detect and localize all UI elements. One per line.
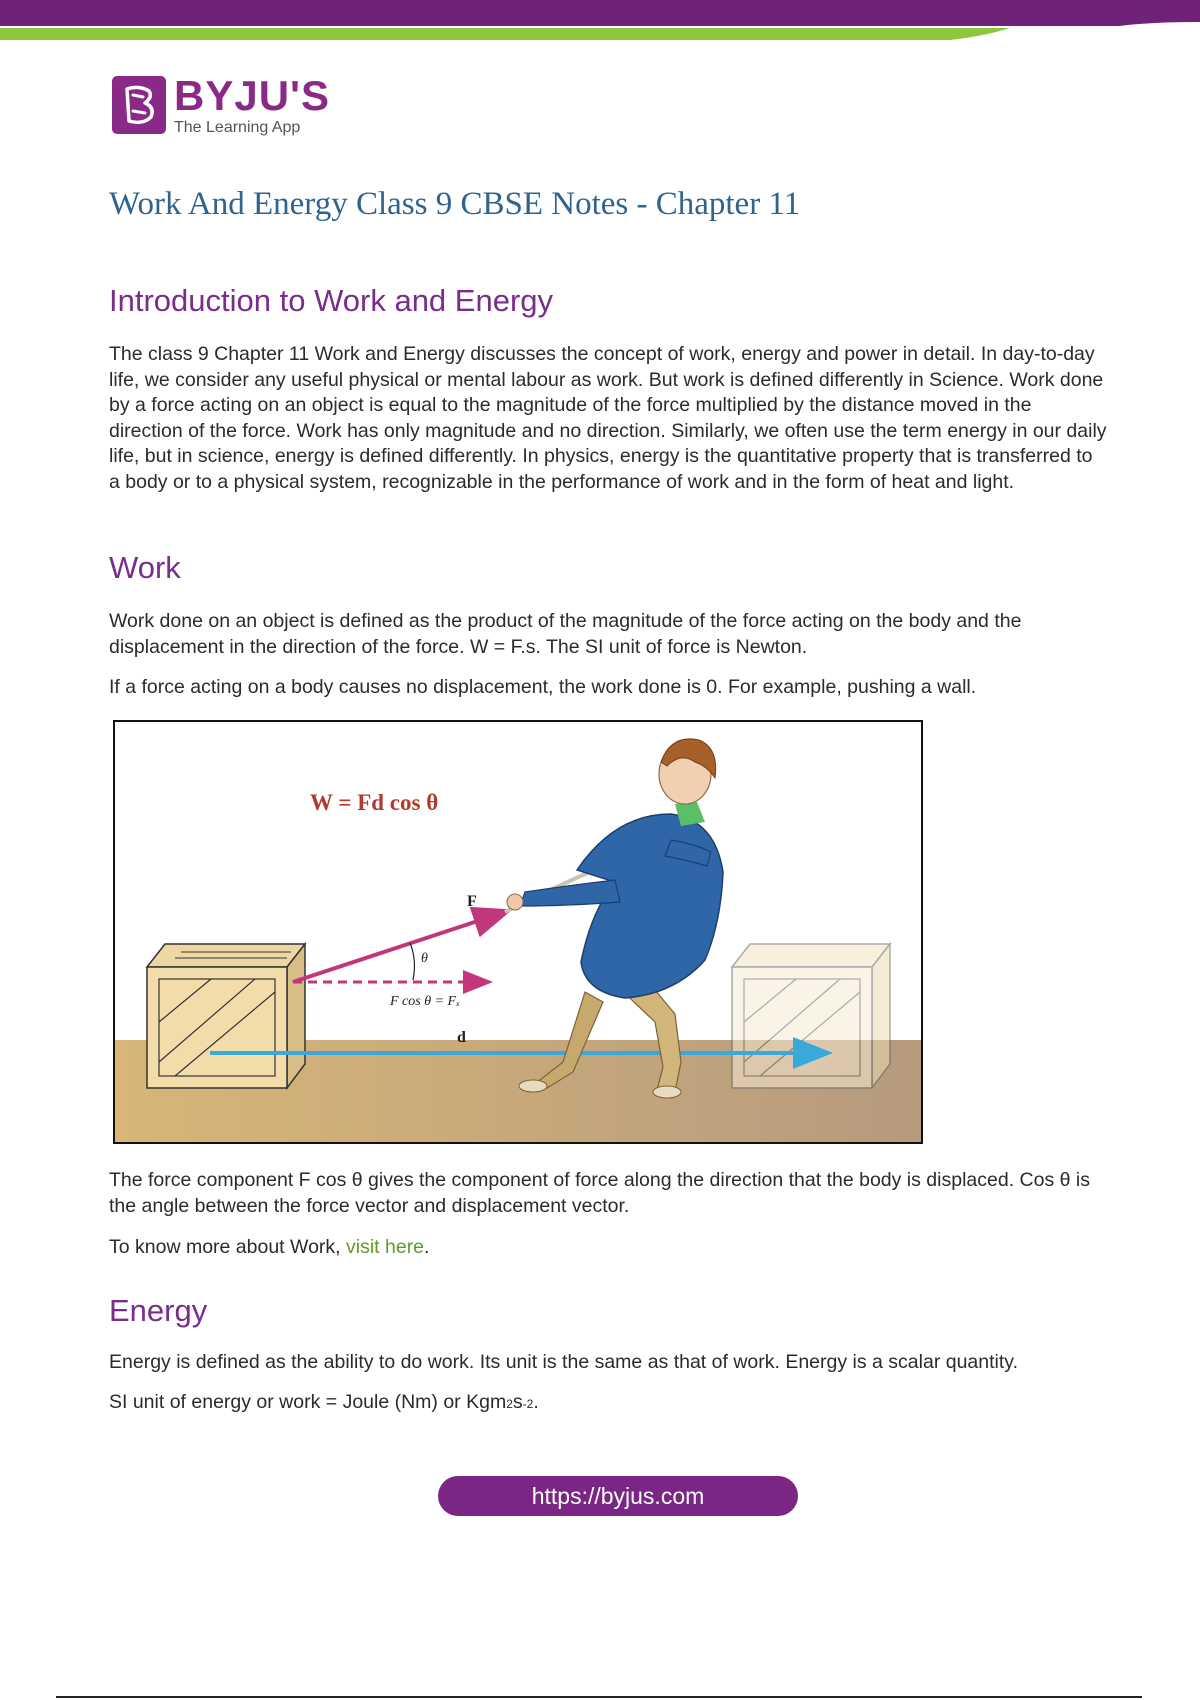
- bottom-divider: [56, 1696, 1142, 1698]
- crate-left: [147, 944, 305, 1088]
- force-vector: [293, 912, 505, 982]
- si-unit-prefix: SI unit of energy or work = Joule (Nm) or Kgm: [109, 1391, 507, 1413]
- document-title: Work And Energy Class 9 CBSE Notes - Chapter 11: [109, 186, 801, 222]
- angle-label: θ: [421, 951, 428, 966]
- work-more-prefix: To know more about Work,: [109, 1236, 346, 1258]
- energy-paragraph-2: [109, 1390, 1107, 1418]
- footer-url-link[interactable]: https://byjus.com: [438, 1476, 798, 1516]
- visit-here-link[interactable]: visit here: [346, 1236, 425, 1258]
- header-band: [0, 0, 1200, 48]
- work-paragraph-1: Work done on an object is defined as the product of the magnitude of the force acting on the body and the displacement in the direction of the force. W = F.s. The SI unit of force is Newton.: [109, 610, 1022, 658]
- si-unit-suffix: .: [533, 1391, 539, 1413]
- byjus-logo[interactable]: [112, 72, 331, 136]
- force-label: F⃗: [467, 893, 490, 910]
- work-figure: [113, 720, 923, 1144]
- logo-name: BYJU'S: [174, 72, 331, 119]
- figure-formula: W = Fd cos θ: [310, 790, 439, 815]
- intro-paragraph: The class 9 Chapter 11 Work and Energy discusses the concept of work, energy and power in detail. In day-to-day life, we consider any useful physical or mental labour as work. But work is defined differently in Science. Work done by a force acting on an object is equal to the magnitude of the force multiplied by the distance moved in the direction of the force. Work has only magnitude and no direction. Similarly, we often use the term energy in our daily life, but in science, energy is defined differently. In physics, energy is the quantitative property that is transferred to a body or to a physical system, recognizable in the performance of work and in the form of heat and light.: [109, 343, 1107, 493]
- work-paragraph-4: [109, 1235, 1107, 1261]
- work-heading: Work: [109, 550, 181, 585]
- si-unit-exponent-1: 2: [506, 1397, 513, 1411]
- energy-paragraph-1: Energy is defined as the ability to do work. Its unit is the same as that of work. Energy is a scalar quantity.: [109, 1351, 1018, 1373]
- work-more-suffix: .: [424, 1236, 430, 1258]
- work-paragraph-3: The force component F cos θ gives the component of force along the direction that the body is displaced. Cos θ is the angle between the force vector and displacement vector.: [109, 1169, 1090, 1217]
- work-paragraph-2: If a force acting on a body causes no displacement, the work done is 0. For example, pushing a wall.: [109, 676, 977, 698]
- energy-heading: Energy: [109, 1293, 208, 1328]
- logo-mark-icon: [112, 76, 166, 134]
- logo-tagline: The Learning App: [174, 119, 301, 136]
- component-label: F cos θ = Fₓ: [390, 994, 461, 1009]
- angle-arc: [410, 943, 414, 980]
- si-unit-exponent-2: -2: [522, 1397, 534, 1411]
- intro-heading: Introduction to Work and Energy: [109, 283, 554, 318]
- displacement-label: d⃗: [457, 1029, 479, 1046]
- crate-right: [732, 944, 890, 1088]
- si-unit-mid: s: [512, 1391, 523, 1413]
